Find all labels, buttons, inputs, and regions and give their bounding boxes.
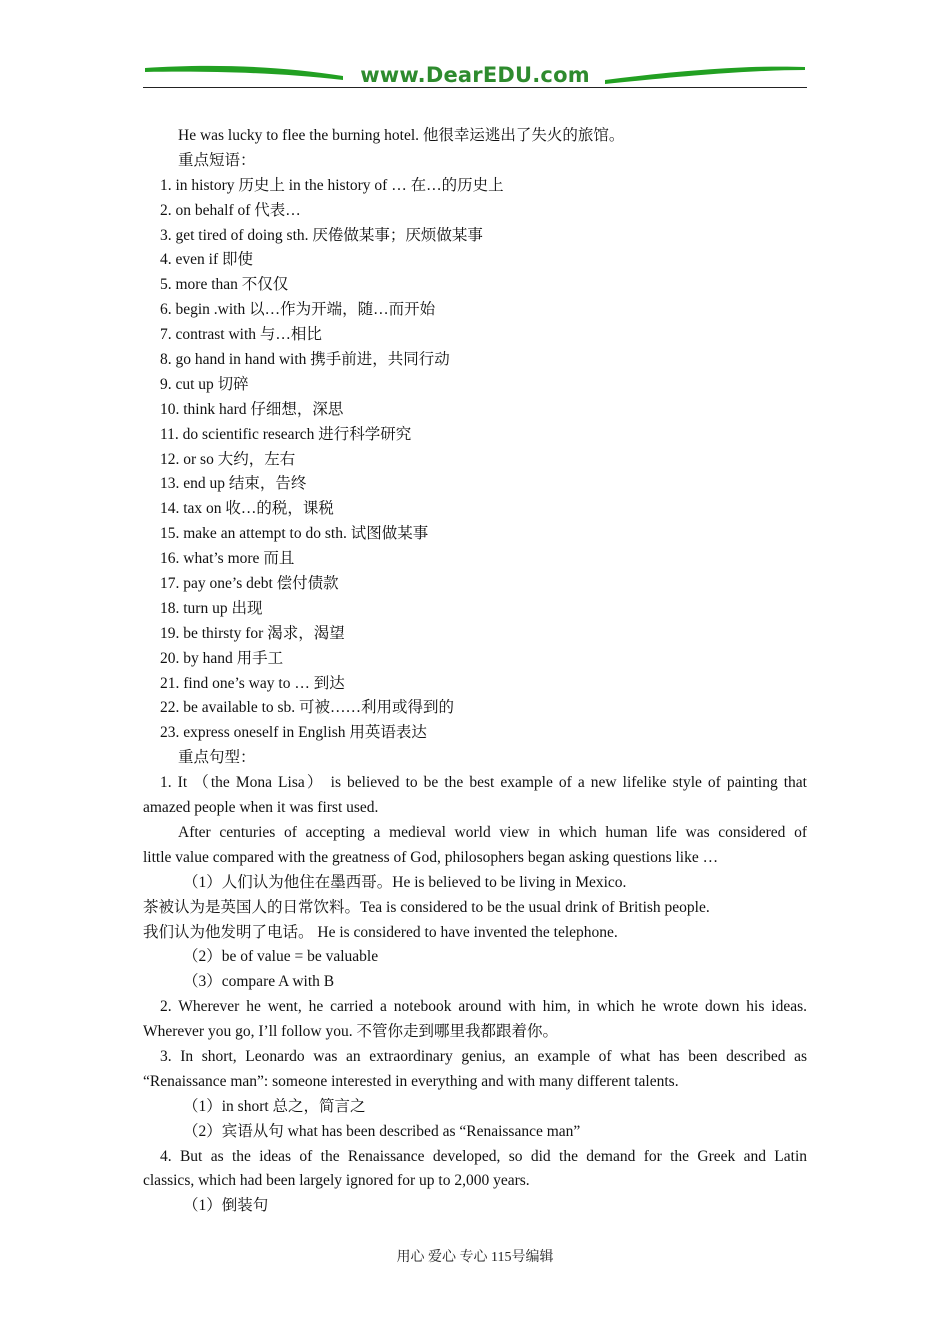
text-line: Wherever you go, I’ll follow you. 不管你走到哪里我都跟着你。 <box>143 1023 558 1041</box>
phrase-item: 1. in history 历史上 in the history of … 在…的历史上 <box>160 176 504 194</box>
note-item: （2）宾语从句 what has been described as “Renaissance man” <box>183 1122 581 1140</box>
text-line: 我们认为他发明了电话。 He is considered to have invented the telephone. <box>143 923 618 941</box>
phrase-item: 13. end up 结束，告终 <box>160 475 307 493</box>
text-line: After centuries of accepting a medieval world view in which human life was considered of <box>178 823 807 841</box>
text-line: “Renaissance man”: someone interested in everything and with many different talents. <box>143 1072 679 1090</box>
phrase-item: 19. be thirsty for 渴求，渴望 <box>160 624 345 642</box>
text-line: little value compared with the greatness of God, philosophers began asking questions like … <box>143 848 719 866</box>
phrase-item: 23. express oneself in English 用英语表达 <box>160 724 427 742</box>
note-item: （2）be of value = be valuable <box>183 948 379 966</box>
sentence-item: 1. It （the Mona Lisa） is believed to be the best example of a new lifelike style of painting that <box>160 774 807 792</box>
phrase-item: 7. contrast with 与…相比 <box>160 326 322 344</box>
header-divider <box>143 87 807 88</box>
phrase-item: 17. pay one’s debt 偿付债款 <box>160 575 339 593</box>
sentence-item: 4. But as the ideas of the Renaissance developed, so did the demand for the Greek and Latin <box>160 1147 807 1165</box>
document-body <box>143 124 807 1219</box>
phrase-item: 18. turn up 出现 <box>160 599 263 617</box>
note-item: （1）人们认为他住在墨西哥。He is believed to be living in Mexico. <box>183 873 627 891</box>
phrase-item: 15. make an attempt to do sth. 试图做某事 <box>160 525 429 543</box>
sentence-item: 3. In short, Leonardo was an extraordinary genius, an example of what has been described as <box>160 1047 807 1065</box>
phrase-item: 10. think hard 仔细想，深思 <box>160 400 344 418</box>
phrase-item: 4. even if 即使 <box>160 251 253 269</box>
page-header <box>143 62 807 92</box>
phrase-item: 5. more than 不仅仅 <box>160 276 289 294</box>
page-footer: 用心 爱心 专心 115号编辑 <box>396 1250 554 1265</box>
phrase-item: 2. on behalf of 代表… <box>160 201 301 219</box>
note-item: （1）in short 总之，简言之 <box>183 1097 366 1115</box>
text-line: 茶被认为是英国人的日常饮料。Tea is considered to be the usual drink of British people. <box>143 898 710 916</box>
text-line: classics, which had been largely ignored for up to 2,000 years. <box>143 1172 530 1190</box>
text-line: He was lucky to flee the burning hotel. 他很幸运逃出了失火的旅馆。 <box>178 127 625 144</box>
section-heading-phrases: 重点短语： <box>178 151 256 169</box>
phrase-item: 20. by hand 用手工 <box>160 649 284 667</box>
section-heading-sentences: 重点句型： <box>178 749 256 767</box>
phrase-item: 8. go hand in hand with 携手前进，共同行动 <box>160 351 450 369</box>
phrase-item: 22. be available to sb. 可被……利用或得到的 <box>160 699 455 717</box>
note-item: （1）倒装句 <box>183 1197 269 1215</box>
site-logo: www.DearEDU.com <box>360 63 590 87</box>
note-item: （3）compare A with B <box>183 973 335 991</box>
phrase-item: 6. begin .with 以…作为开端，随…而开始 <box>160 301 436 319</box>
phrase-item: 3. get tired of doing sth. 厌倦做某事；厌烦做某事 <box>160 226 483 244</box>
sentence-item: amazed people when it was first used. <box>143 799 379 817</box>
sentence-item: 2. Wherever he went, he carried a notebook around with him, in which he wrote down his ideas. <box>160 998 807 1016</box>
phrase-item: 16. what’s more 而且 <box>160 550 295 568</box>
phrase-item: 9. cut up 切碎 <box>160 375 249 393</box>
phrase-item: 12. or so 大约，左右 <box>160 450 296 468</box>
phrase-item: 11. do scientific research 进行科学研究 <box>160 425 412 443</box>
phrase-item: 21. find one’s way to … 到达 <box>160 674 345 692</box>
phrase-item: 14. tax on 收…的税，课税 <box>160 500 334 518</box>
